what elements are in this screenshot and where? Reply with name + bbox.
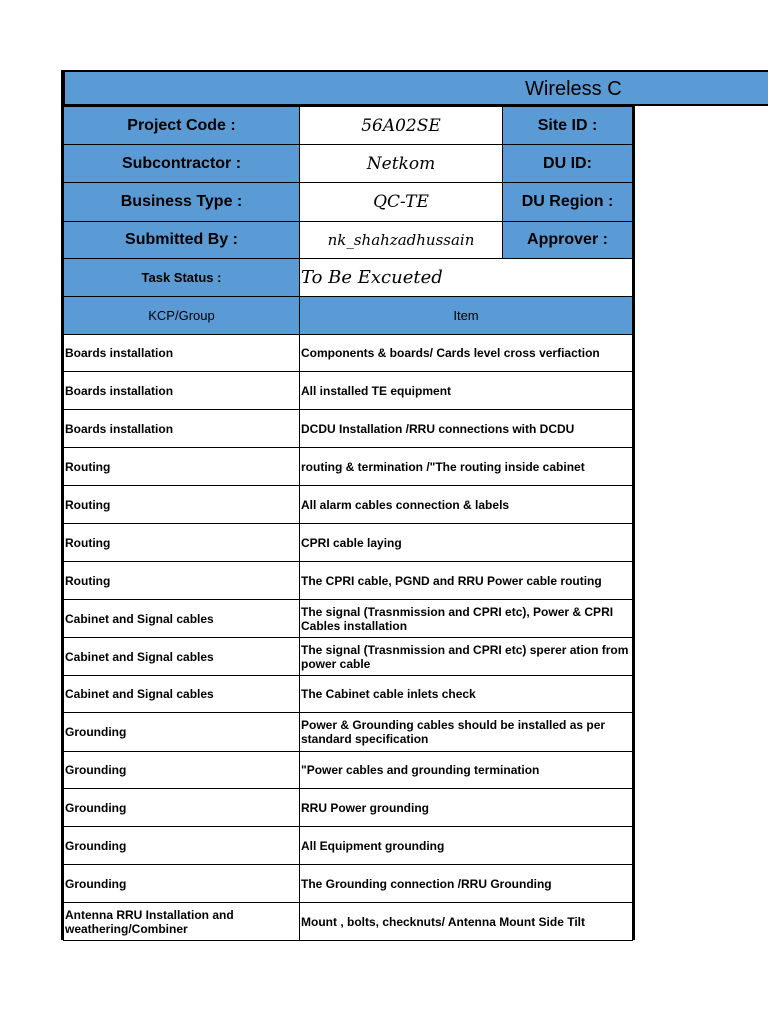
sheet-title: Wireless C <box>525 78 622 100</box>
table-cell-item[interactable]: The Cabinet cable inlets check <box>299 675 633 713</box>
du-id-label: DU ID: <box>502 144 633 183</box>
business-type-value[interactable]: QC-TE <box>299 182 503 222</box>
subcontractor-value[interactable]: Netkom <box>299 144 503 183</box>
approver-label: Approver : <box>502 221 633 259</box>
table-cell-kcp-group[interactable]: Boards installation <box>63 334 300 372</box>
table-cell-item[interactable]: All installed TE equipment <box>299 371 633 410</box>
table-cell-item[interactable]: The Grounding connection /RRU Grounding <box>299 864 633 903</box>
table-cell-kcp-group[interactable]: Routing <box>63 561 300 600</box>
project-code-value[interactable]: 56A02SE <box>299 106 503 145</box>
table-cell-item[interactable]: Mount , bolts, checknuts/ Antenna Mount Side Tilt <box>299 902 633 941</box>
du-region-label: DU Region : <box>502 182 633 222</box>
table-cell-kcp-group[interactable]: Boards installation <box>63 371 300 410</box>
table-cell-kcp-group[interactable]: Antenna RRU Installation and weathering/Combiner <box>63 902 300 941</box>
submitted-by-label: Submitted By : <box>63 221 300 259</box>
table-cell-kcp-group[interactable]: Routing <box>63 485 300 524</box>
title-bar <box>63 70 768 106</box>
table-left-border <box>61 70 64 940</box>
table-cell-item[interactable]: Components & boards/ Cards level cross verfiaction <box>299 334 633 372</box>
submitted-by-value[interactable]: nk_shahzadhussain <box>299 221 503 259</box>
table-cell-item[interactable]: The signal (Trasnmission and CPRI etc), Power & CPRI Cables installation <box>299 599 633 638</box>
table-cell-kcp-group[interactable]: Cabinet and Signal cables <box>63 637 300 676</box>
table-cell-item[interactable]: Power & Grounding cables should be installed as per standard specification <box>299 712 633 752</box>
column-header-item[interactable]: Item <box>299 296 633 335</box>
table-cell-item[interactable]: RRU Power grounding <box>299 788 633 827</box>
table-cell-kcp-group[interactable]: Cabinet and Signal cables <box>63 675 300 713</box>
table-cell-item[interactable]: All alarm cables connection & labels <box>299 485 633 524</box>
task-status-label: Task Status : <box>63 258 300 297</box>
task-status-value[interactable]: To Be Excueted <box>301 266 443 288</box>
table-cell-kcp-group[interactable]: Grounding <box>63 788 300 827</box>
site-id-label: Site ID : <box>502 106 633 145</box>
table-cell-kcp-group[interactable]: Grounding <box>63 712 300 752</box>
table-cell-item[interactable]: The signal (Trasnmission and CPRI etc) sperer ation from power cable <box>299 637 633 676</box>
table-cell-item[interactable]: All Equipment grounding <box>299 826 633 865</box>
table-cell-item[interactable]: DCDU Installation /RRU connections with DCDU <box>299 409 633 448</box>
table-cell-item[interactable]: The CPRI cable, PGND and RRU Power cable routing <box>299 561 633 600</box>
table-cell-kcp-group[interactable]: Grounding <box>63 826 300 865</box>
table-cell-kcp-group[interactable]: Grounding <box>63 751 300 789</box>
column-header-kcp-group[interactable]: KCP/Group <box>63 296 300 335</box>
table-right-border <box>632 106 635 940</box>
table-cell-kcp-group[interactable]: Grounding <box>63 864 300 903</box>
table-cell-item[interactable]: CPRI cable laying <box>299 523 633 562</box>
table-cell-item[interactable]: "Power cables and grounding termination <box>299 751 633 789</box>
subcontractor-label: Subcontractor : <box>63 144 300 183</box>
project-code-label: Project Code : <box>63 106 300 145</box>
table-cell-kcp-group[interactable]: Routing <box>63 523 300 562</box>
table-cell-item[interactable]: routing & termination /"The routing inside cabinet <box>299 447 633 486</box>
table-cell-kcp-group[interactable]: Routing <box>63 447 300 486</box>
table-cell-kcp-group[interactable]: Boards installation <box>63 409 300 448</box>
table-cell-kcp-group[interactable]: Cabinet and Signal cables <box>63 599 300 638</box>
business-type-label: Business Type : <box>63 182 300 222</box>
